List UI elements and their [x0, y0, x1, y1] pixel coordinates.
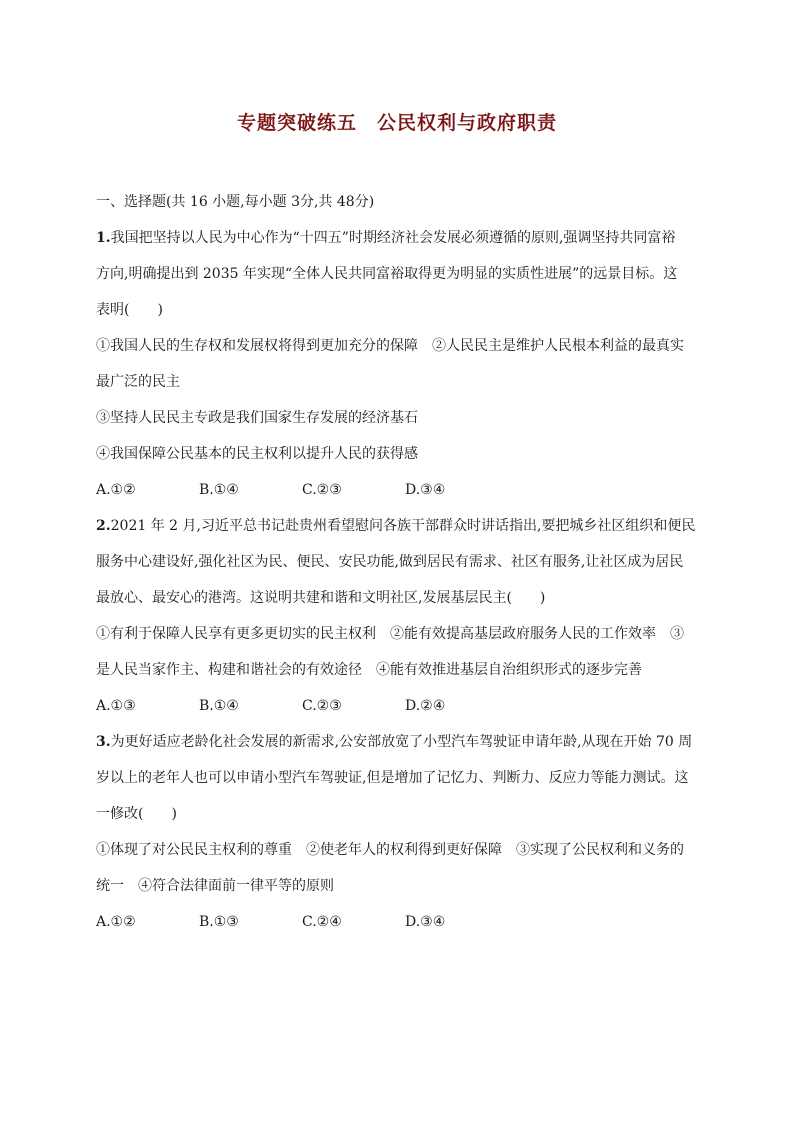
question-number: 2.: [96, 518, 111, 534]
option-a[interactable]: A.①②: [96, 482, 136, 498]
option-a[interactable]: A.①②: [96, 914, 136, 930]
question-number: 3.: [96, 734, 111, 750]
question-stem-line: 方向,明确提出到 2035 年实现“全体人民共同富裕取得更为明显的实质性进展”的远景目标。这: [96, 266, 678, 282]
option-b[interactable]: B.①④: [199, 698, 239, 714]
question-stem-line: 服务中心建设好,强化社区为民、便民、安民功能,做到居民有需求、社区有服务,让社区成为居民: [96, 554, 684, 570]
option-b[interactable]: B.①③: [199, 914, 239, 930]
option-b[interactable]: B.①④: [199, 482, 239, 498]
option-d[interactable]: D.②④: [405, 698, 446, 714]
question-stem-line: 3.为更好适应老龄化社会发展的新需求,公安部放宽了小型汽车驾驶证申请年龄,从现在开始 70 周: [96, 734, 693, 750]
option-c[interactable]: C.②③: [302, 698, 342, 714]
statement-line: ③坚持人民民主专政是我们国家生存发展的经济基石: [96, 410, 418, 426]
question-stem-line: 2.2021 年 2 月,习近平总书记赴贵州看望慰问各族干部群众时讲话指出,要把城乡社区组织和便民: [96, 518, 696, 534]
answer-options: [96, 904, 706, 940]
question-1: [96, 220, 706, 508]
statement-line: 是人民当家作主、构建和谐社会的有效途径 ④能有效推进基层自治组织形式的逐步完善: [96, 662, 642, 678]
option-c[interactable]: C.②③: [302, 482, 342, 498]
question-3: [96, 724, 706, 940]
statement-line: 最广泛的民主: [96, 374, 180, 390]
statement-line: ①体现了对公民民主权利的尊重 ②使老年人的权利得到更好保障 ③实现了公民权利和义务的: [96, 842, 684, 858]
content: [96, 184, 706, 940]
question-stem-line: 表明( ): [96, 302, 163, 318]
question-number: 1.: [96, 230, 111, 246]
statement-line: ①有利于保障人民享有更多更切实的民主权利 ②能有效提高基层政府服务人民的工作效率 ③: [96, 626, 684, 642]
question-stem-line: 1.我国把坚持以人民为中心作为“十四五”时期经济社会发展必须遵循的原则,强调坚持共同富裕: [96, 230, 676, 246]
statement-line: 统一 ④符合法律面前一律平等的原则: [96, 878, 334, 894]
option-d[interactable]: D.③④: [405, 482, 446, 498]
section-heading: 一、选择题(共 16 小题,每小题 3分,共 48分): [96, 194, 375, 210]
page-title: 专题突破练五 公民权利与政府职责: [236, 112, 557, 134]
question-2: [96, 508, 706, 724]
question-stem-line: 岁以上的老年人也可以申请小型汽车驾驶证,但是增加了记忆力、判断力、反应力等能力测试。这: [96, 770, 689, 786]
option-c[interactable]: C.②④: [302, 914, 342, 930]
question-stem-line: 一修改( ): [96, 806, 177, 822]
question-stem-line: 最放心、最安心的港湾。这说明共建和谐和文明社区,发展基层民主( ): [96, 590, 546, 606]
answer-options: [96, 688, 706, 724]
answer-options: [96, 472, 706, 508]
option-a[interactable]: A.①③: [96, 698, 136, 714]
statement-line: ①我国人民的生存权和发展权将得到更加充分的保障 ②人民民主是维护人民根本利益的最真实: [96, 338, 684, 354]
statement-line: ④我国保障公民基本的民主权利以提升人民的获得感: [96, 446, 418, 462]
option-d[interactable]: D.③④: [405, 914, 446, 930]
